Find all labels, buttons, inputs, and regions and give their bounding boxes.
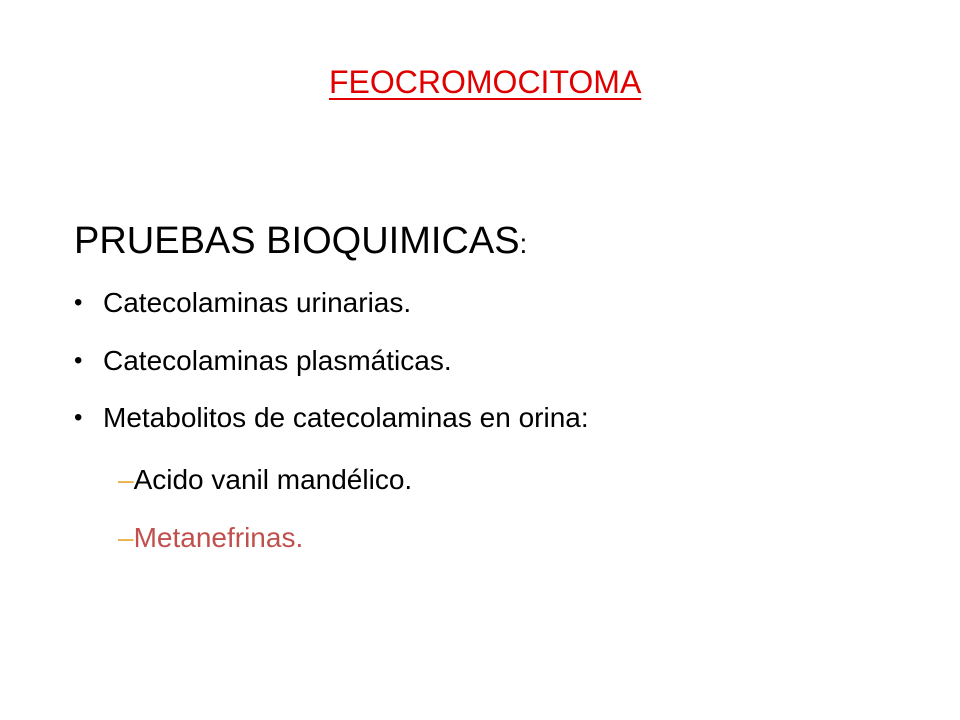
section-heading-colon: :	[519, 228, 528, 259]
sub-bullet-text: Acido vanil mandélico.	[133, 464, 413, 495]
slide-title: FEOCROMOCITOMA	[329, 64, 642, 100]
bullet-marker: •	[74, 404, 83, 431]
sub-bullet-item	[118, 518, 303, 558]
sub-bullet-marker: –	[118, 522, 134, 553]
bullet-text: Catecolaminas urinarias.	[103, 287, 412, 318]
bullet-text: Catecolaminas plasmáticas.	[103, 345, 452, 376]
bullet-text: Metabolitos de catecolaminas en orina:	[103, 402, 589, 433]
sub-bullet-marker: –	[118, 464, 134, 495]
section-heading	[74, 215, 527, 270]
bullet-marker: •	[74, 347, 83, 374]
sub-bullet-text: Metanefrinas.	[133, 522, 304, 553]
section-heading-text: PRUEBAS BIOQUIMICAS	[74, 220, 520, 262]
bullet-marker: •	[74, 289, 83, 316]
sub-bullet-item	[118, 460, 412, 500]
